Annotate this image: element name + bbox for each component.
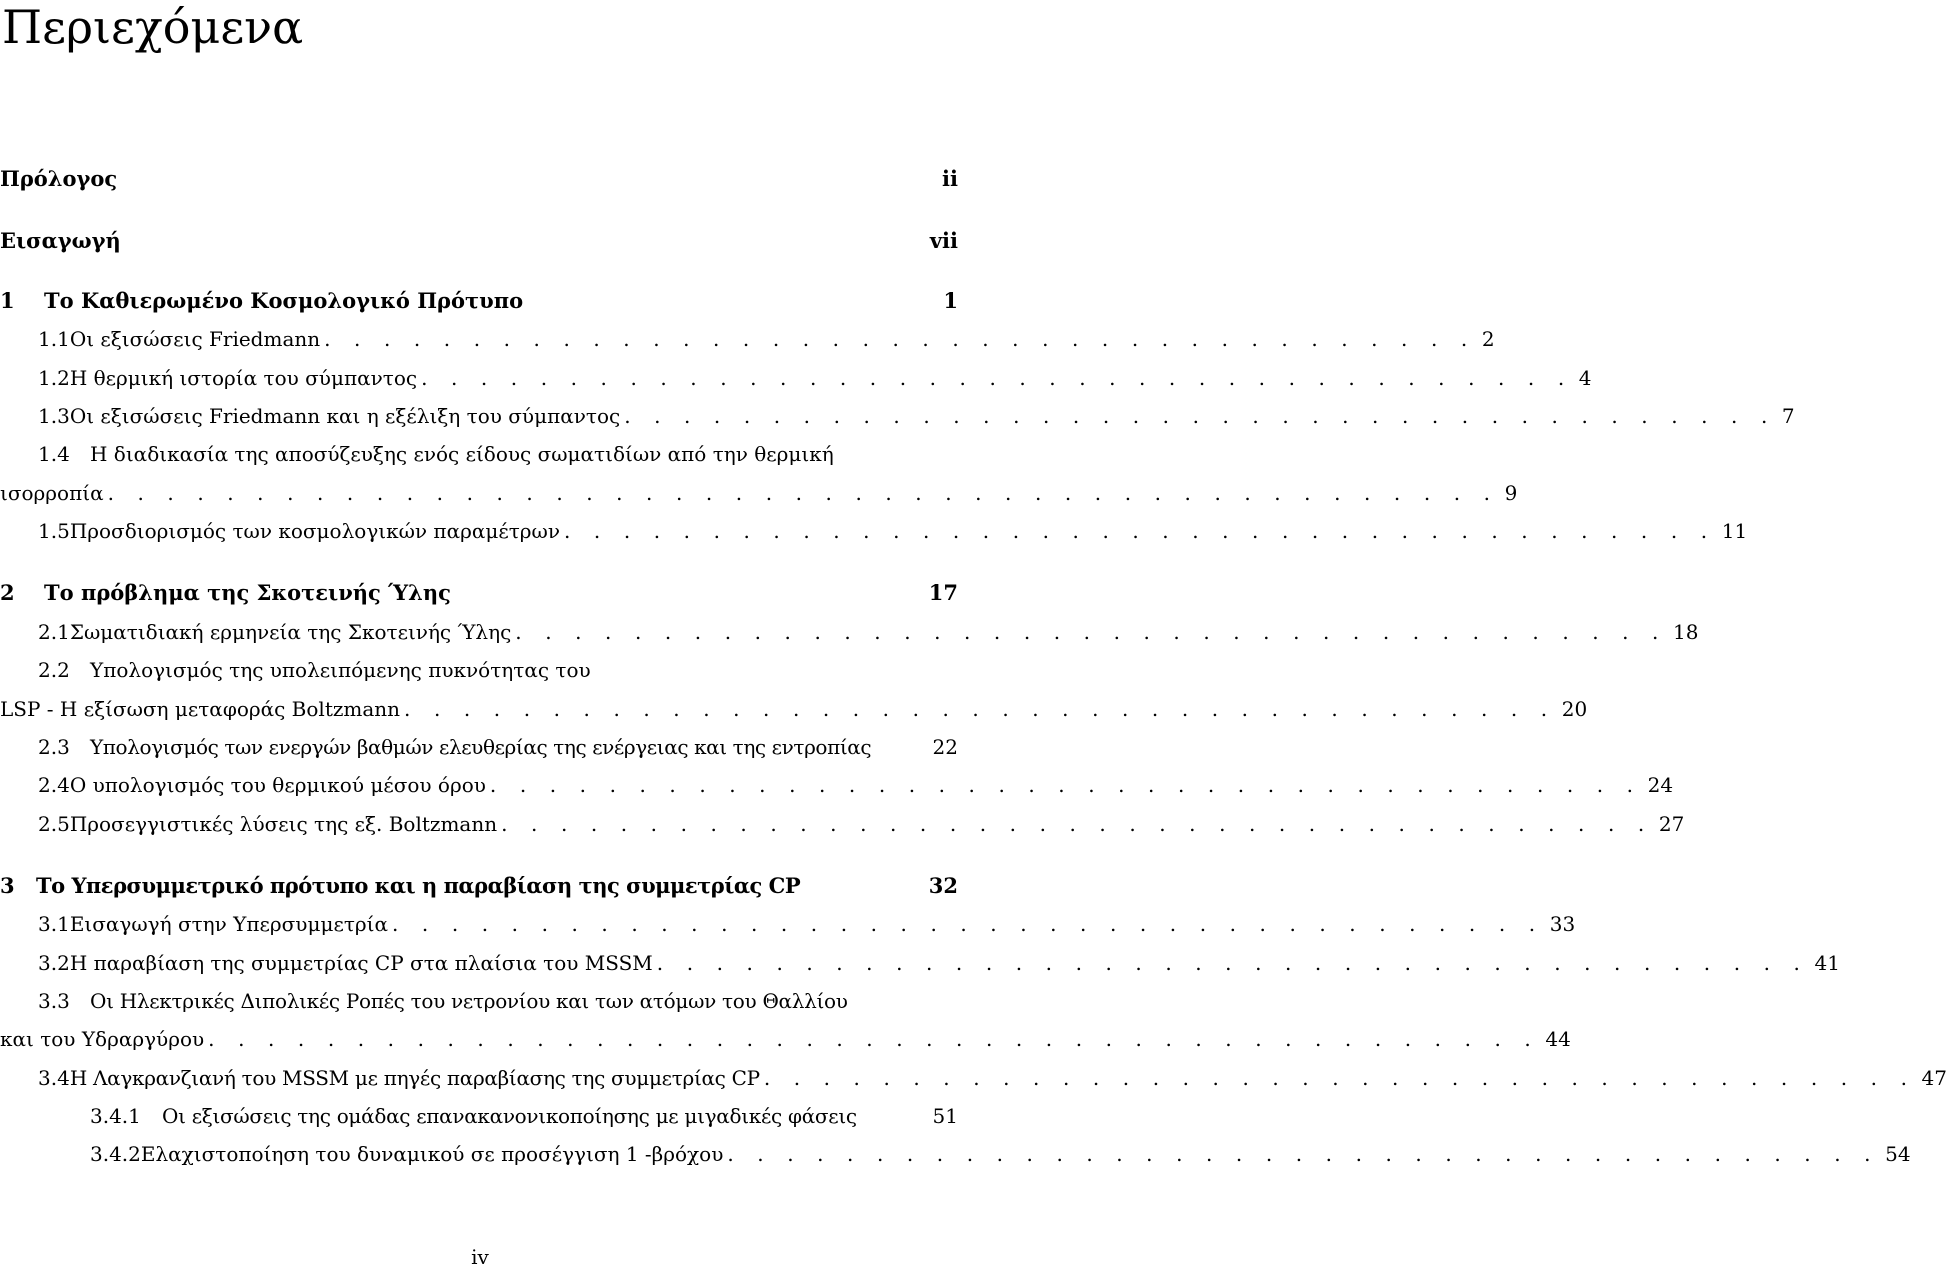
page-number: iv: [471, 1245, 489, 1269]
toc-entry-number: 1: [0, 288, 15, 313]
toc-section-2-4[interactable]: [0, 772, 1674, 798]
toc-leader-dots: . . . . . . . . . . . . . . . . . . . . . . . . . . . . . . . . . . . . . . .: [727, 1142, 1880, 1166]
toc-entry-title: Οι Ηλεκτρικές Διπολικές Ροπές του νετρονίου και των ατόμων του Θαλλίου: [90, 989, 848, 1013]
toc-leader-dots: . . . . . . . . . . . . . . . . . . . . . . . . . . . . . . . . . . . . . . .: [763, 1066, 1916, 1090]
toc-entry-title: Η Λαγκρανζιανή του MSSM με πηγές παραβίασης της συμμετρίας CP: [69, 1066, 760, 1090]
toc-page-number: 1: [943, 288, 958, 313]
toc-entry-title: Οι εξισώσεις Friedmann και η εξέλιξη του σύμπαντος: [69, 404, 621, 428]
toc-entry-number: 1.3: [38, 404, 70, 428]
toc-section-2-2-continued[interactable]: [0, 696, 1588, 722]
toc-page-number: 54: [1885, 1142, 1911, 1166]
toc-page-number: vii: [929, 228, 958, 253]
toc-section-1-4[interactable]: [0, 441, 958, 467]
toc-section-1-5[interactable]: [0, 518, 1748, 544]
toc-section-3-1[interactable]: [0, 911, 1576, 937]
toc-entry-title: Ελαχιστοποίηση του δυναμικού σε προσέγγιση 1 -βρόχου: [140, 1142, 724, 1166]
toc-entry-title: Πρόλογος: [0, 166, 118, 191]
toc-entry-title: Οι εξισώσεις της ομάδας επανακανονικοποίησης με μιγαδικές φάσεις: [162, 1104, 857, 1128]
toc-section-1-1[interactable]: [0, 326, 1495, 352]
toc-entry-title: Οι εξισώσεις Friedmann: [69, 327, 321, 351]
toc-entry-title: Το Καθιερωμένο Κοσμολογικό Πρότυπο: [44, 288, 524, 313]
toc-entry-title: Σωματιδιακή ερμηνεία της Σκοτεινής Ύλης: [69, 620, 512, 644]
toc-leader-dots: . . . . . . . . . . . . . . . . . . . . . . . . . . . . . . . . . . . . . . .: [624, 404, 1776, 428]
toc-entry-number: 3.2: [38, 951, 70, 975]
toc-entry-title: Εισαγωγή στην Υπερσυμμετρία: [69, 912, 388, 936]
toc-entry-number: 2.4: [38, 773, 70, 797]
toc-leader-dots: . . . . . . . . . . . . . . . . . . . . . . . . . . . . . . . . . . . . . . .: [404, 697, 1556, 721]
toc-section-3-3-continued[interactable]: [0, 1026, 1571, 1052]
toc-page-number: 20: [1561, 697, 1588, 721]
toc-entry-title: Η παραβίαση της συμμετρίας CP στα πλαίσια του MSSM: [69, 951, 653, 975]
toc-entry-title: Προσεγγιστικές λύσεις της εξ. Boltzmann: [69, 812, 498, 836]
toc-subsection-3-4-2[interactable]: [0, 1141, 1911, 1167]
toc-entry-number: 1.5: [38, 519, 70, 543]
toc-entry-title-continued: και του Υδραργύρου: [0, 1027, 205, 1051]
toc-section-2-1[interactable]: [0, 619, 1699, 645]
toc-leader-dots: . . . . . . . . . . . . . . . . . . . . . . . . . . . . . . . . . . . . . . .: [489, 773, 1642, 797]
toc-page-number: ii: [942, 166, 958, 191]
toc-chapter-2[interactable]: [0, 580, 958, 606]
toc-entry-number: 2.1: [38, 620, 70, 644]
toc-entry-number: 2.3: [38, 735, 70, 759]
toc-section-3-3[interactable]: [0, 988, 958, 1014]
toc-leader-dots: . . . . . . . . . . . . . . . . . . . . . . . . . . . . . . . . . . . . . . . . . . . . .: [208, 1027, 1540, 1051]
toc-leader-dots: . . . . . . . . . . . . . . . . . . . . . . . . . . . . . . . . . . . . . . . . . . . . . . .: [107, 481, 1499, 505]
toc-page-number: 4: [1578, 366, 1592, 390]
toc-entry-number: 1.1: [38, 327, 70, 351]
toc-leader-dots: . . . . . . . . . . . . . . . . . . . . . . . . . . . . . . . . . . . . . . .: [392, 912, 1544, 936]
toc-page-number: 32: [928, 873, 958, 898]
page-title: Περιεχόμενα: [2, 0, 304, 54]
toc-entry-title: Ο υπολογισμός του θερμικού μέσου όρου: [69, 773, 486, 797]
toc-leader-dots: . . . . . . . . . . . . . . . . . . . . . . . . . . . . . . . . . . . . . . .: [564, 519, 1716, 543]
toc-page-number: 41: [1814, 951, 1840, 975]
toc-page-number: 17: [928, 580, 958, 605]
toc-entry-title: Το πρόβλημα της Σκοτεινής Ύλης: [44, 580, 451, 605]
toc-entry-number: 3.4.1: [90, 1104, 141, 1128]
toc-chapter-3[interactable]: [0, 873, 958, 899]
toc-page-number: 2: [1481, 327, 1495, 351]
toc-entry-title: Υπολογισμός της υπολειπόμενης πυκνότητας του: [90, 658, 591, 682]
toc-section-1-2[interactable]: [0, 365, 1592, 391]
toc-entry-number: 3.4: [38, 1066, 70, 1090]
toc-section-3-2[interactable]: [0, 950, 1840, 976]
toc-entry-number: 2.5: [38, 812, 70, 836]
toc-leader-dots: . . . . . . . . . . . . . . . . . . . . . . . . . . . . . . . . . . . . . . .: [421, 366, 1573, 390]
toc-chapter-prologue[interactable]: [0, 166, 958, 192]
toc-section-2-2[interactable]: [0, 657, 958, 683]
toc-entry-title: Η διαδικασία της αποσύζευξης ενός είδους σωματιδίων από την θερμική: [90, 442, 834, 466]
toc-leader-dots: . . . . . . . . . . . . . . . . . . . . . . . . . . . . . . . . . . . . . . .: [515, 620, 1668, 644]
toc-page-number: 9: [1504, 481, 1518, 505]
toc-page-number: 27: [1658, 812, 1685, 836]
toc-chapter-introduction[interactable]: [0, 228, 958, 254]
toc-entry-number: 1.2: [38, 366, 70, 390]
toc-leader-dots: . . . . . . . . . . . . . . . . . . . . . . . . . . . . . . . . . . . . . . .: [656, 951, 1809, 975]
toc-page-number: 51: [932, 1104, 958, 1128]
toc-entry-title: Υπολογισμός των ενεργών βαθμών ελευθερίας της ενέργειας και της εντροπίας: [90, 735, 872, 759]
toc-page-number: 33: [1549, 912, 1576, 936]
toc-leader-dots: . . . . . . . . . . . . . . . . . . . . . . . . . . . . . . . . . . . . . . .: [324, 327, 1476, 351]
toc-section-3-4[interactable]: [0, 1065, 1947, 1091]
toc-page-number: 24: [1647, 773, 1674, 797]
toc-section-1-4-continued[interactable]: [0, 480, 1518, 506]
toc-section-2-3[interactable]: [0, 734, 958, 760]
toc-entry-title: Προσδιορισμός των κοσμολογικών παραμέτρων: [69, 519, 560, 543]
toc-page-number: 22: [932, 735, 958, 759]
toc-entry-title: Η θερμική ιστορία του σύμπαντος: [69, 366, 418, 390]
toc-entry-number: 3.3: [38, 989, 70, 1013]
toc-entry-number: 2.2: [38, 658, 70, 682]
toc-page-number: 11: [1721, 519, 1748, 543]
toc-entry-title-continued: ισορροπία: [0, 481, 104, 505]
toc-section-2-5[interactable]: [0, 811, 1685, 837]
toc-entry-number: 3.4.2: [90, 1142, 141, 1166]
toc-leader-dots: . . . . . . . . . . . . . . . . . . . . . . . . . . . . . . . . . . . . . . .: [501, 812, 1653, 836]
toc-entry-title-continued: LSP - Η εξίσωση μεταφοράς Boltzmann: [0, 697, 401, 721]
toc-entry-title: Το Υπερσυμμετρικό πρότυπο και η παραβίαση της συμμετρίας CP: [36, 873, 801, 898]
toc-entry-number: 3.1: [38, 912, 70, 936]
toc-page-number: 18: [1673, 620, 1699, 644]
toc-chapter-1[interactable]: [0, 288, 958, 314]
toc-entry-title: Εισαγωγή: [0, 228, 121, 253]
toc-page-number: 44: [1545, 1027, 1571, 1051]
toc-subsection-3-4-1[interactable]: [0, 1103, 958, 1129]
toc-entry-number: 2: [0, 580, 15, 605]
toc-entry-number: 3: [0, 873, 15, 898]
toc-page-number: 7: [1781, 404, 1795, 428]
toc-entry-number: 1.4: [38, 442, 70, 466]
toc-page-number: 47: [1921, 1066, 1947, 1090]
toc-section-1-3[interactable]: [0, 403, 1795, 429]
